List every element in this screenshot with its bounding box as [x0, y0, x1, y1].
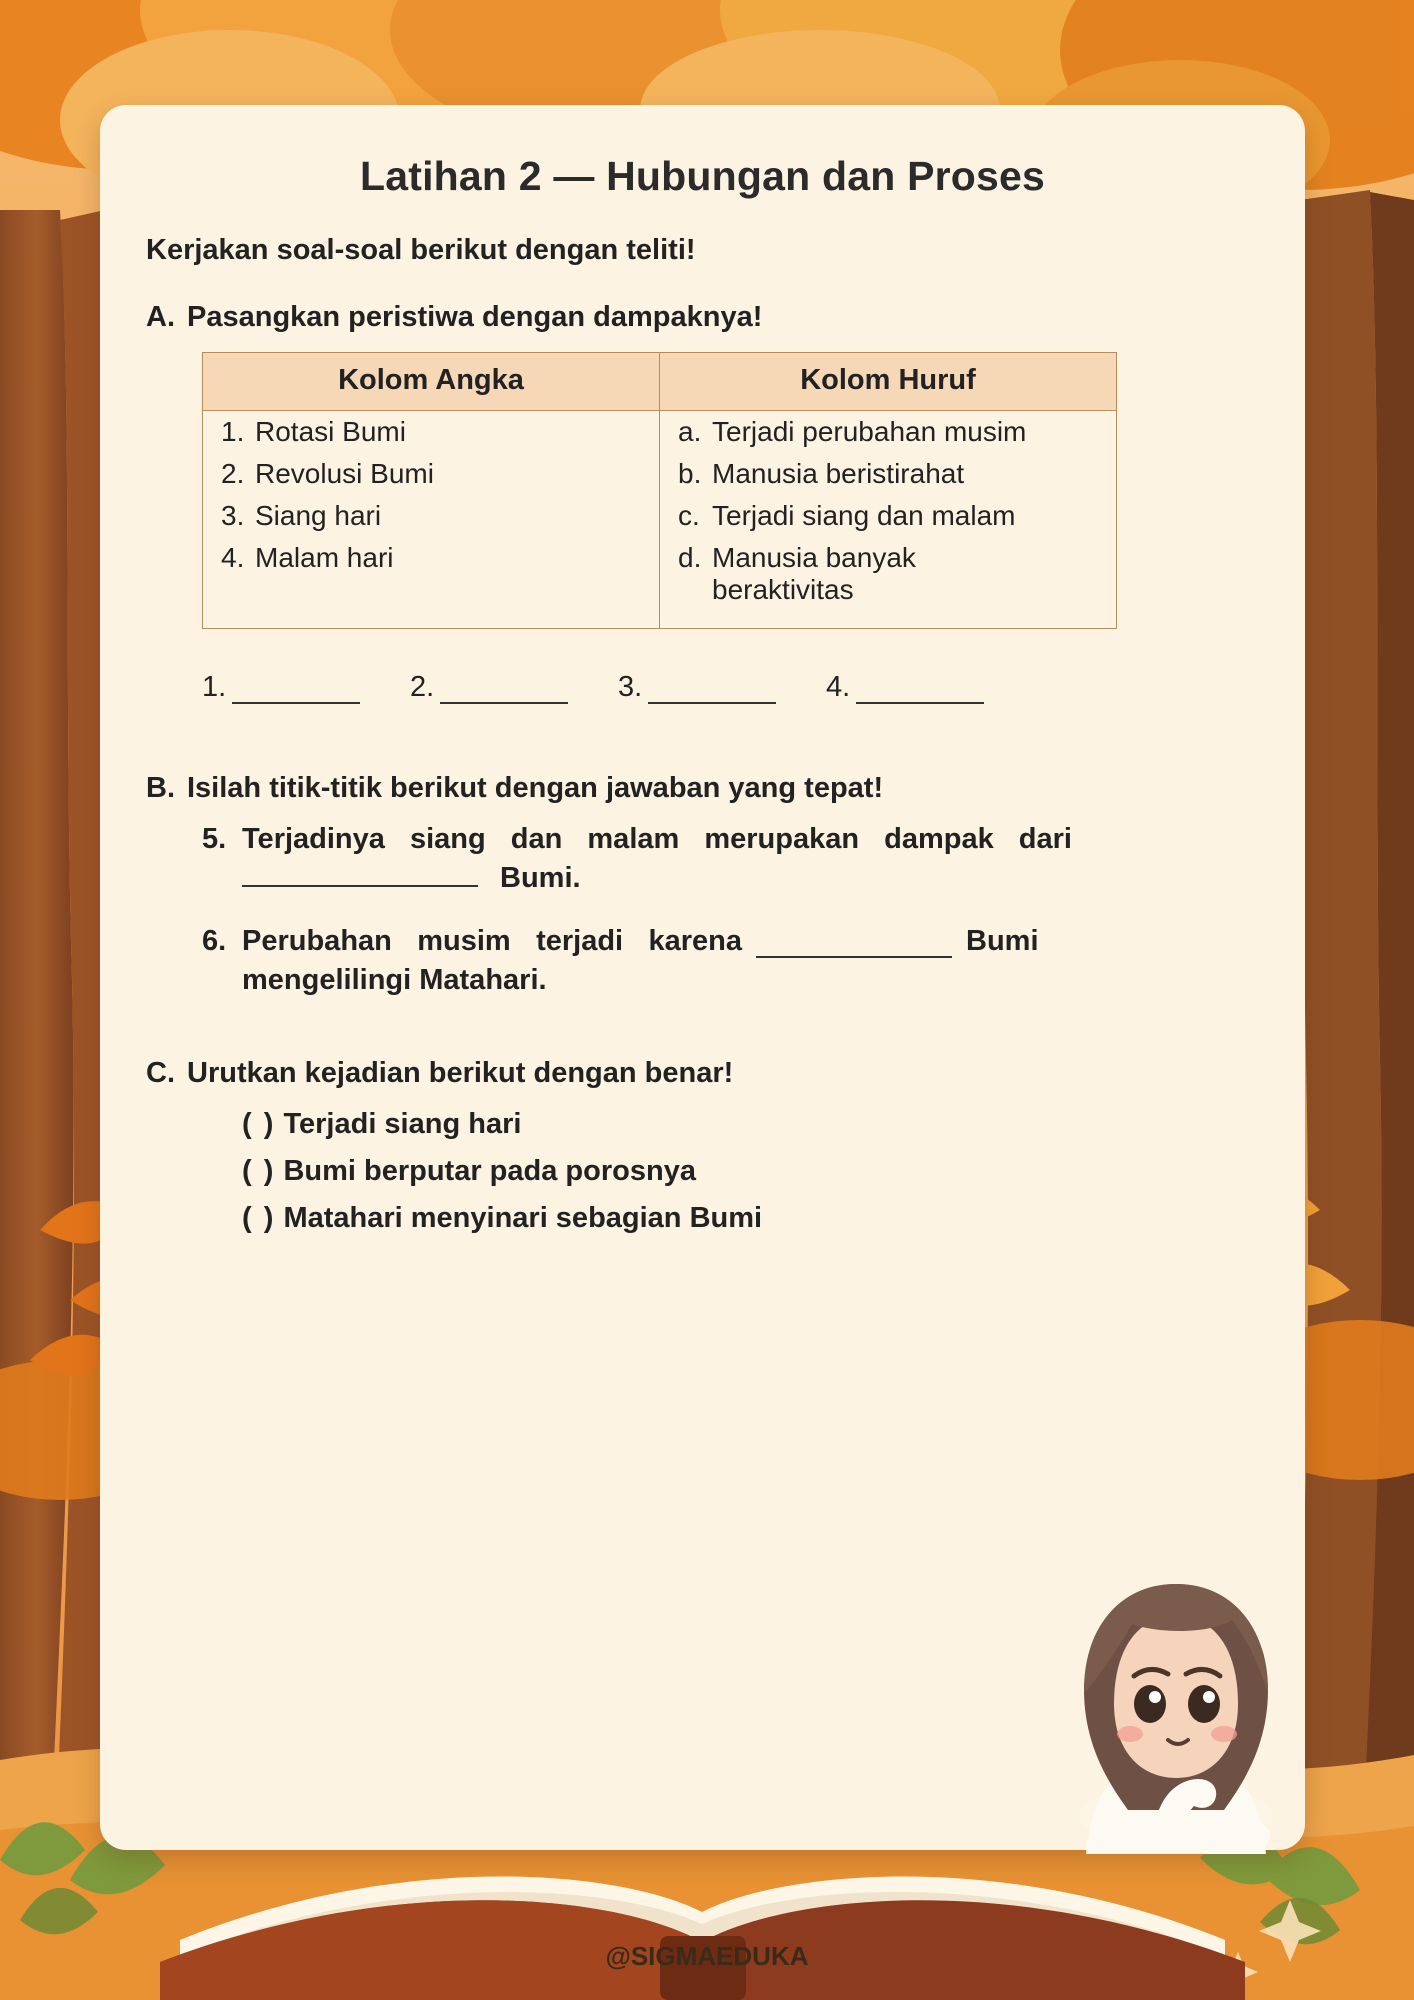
order-item-text-1: Terjadi siang hari [283, 1108, 522, 1140]
answer-blank-line-3[interactable] [648, 678, 776, 704]
match-left-num-2: 2. [221, 458, 245, 489]
section-c-title: Urutkan kejadian berikut dengan benar! [187, 1057, 734, 1089]
match-right-text-d-line2: beraktivitas [712, 574, 854, 605]
match-left-2 [203, 453, 660, 495]
match-left-num-4: 4. [221, 542, 245, 573]
order-item-marker-2[interactable]: ( ) [242, 1155, 276, 1187]
order-item-text-2: Bumi berputar pada porosnya [283, 1155, 696, 1187]
order-item-marker-3[interactable]: ( ) [242, 1202, 276, 1234]
order-item-text-3: Matahari menyinari sebagian Bumi [283, 1202, 763, 1234]
answer-blank-4[interactable] [826, 671, 1034, 704]
match-right-letter-c: c. [678, 500, 700, 531]
table-row [203, 411, 1117, 454]
section-a-heading [146, 301, 1265, 334]
question-5-blank[interactable] [242, 862, 478, 887]
section-c-letter: C. [146, 1057, 175, 1089]
match-left-1 [203, 411, 660, 454]
match-right-text-d: Manusia banyak [712, 542, 916, 573]
footer [0, 1941, 1414, 1972]
section-a-title: Pasangkan peristiwa dengan dampaknya! [187, 301, 763, 333]
question-6-text: Perubahan musim terjadi karena [242, 925, 742, 957]
column-header-huruf: Kolom Huruf [660, 353, 1117, 411]
match-right-text-a: Terjadi perubahan musim [712, 416, 1027, 447]
question-5-number: 5. [202, 823, 227, 855]
match-right-letter-d: d. [678, 542, 702, 573]
match-right-letter-a: a. [678, 416, 702, 447]
section-a-letter: A. [146, 301, 175, 333]
answer-blank-line-2[interactable] [440, 678, 568, 704]
match-right-c [660, 495, 1117, 537]
girl-hijab-character [1056, 1554, 1296, 1854]
match-right-letter-b: b. [678, 458, 702, 489]
order-item-marker-1[interactable]: ( ) [242, 1108, 276, 1140]
question-6 [202, 925, 1257, 958]
section-b-heading [146, 772, 1265, 805]
match-left-text-2: Revolusi Bumi [255, 458, 434, 489]
column-header-angka: Kolom Angka [203, 353, 660, 411]
question-6-text-line2: mengelilingi Matahari. [242, 964, 547, 996]
order-item-1[interactable] [242, 1108, 1265, 1141]
answer-blank-line-1[interactable] [232, 678, 360, 704]
order-item-3[interactable] [242, 1202, 1265, 1235]
table-row [203, 453, 1117, 495]
question-5-suffix: Bumi. [500, 862, 581, 894]
match-right-d [660, 537, 1117, 629]
match-right-text-b: Manusia beristirahat [712, 458, 965, 489]
answer-blank-label-4: 4. [826, 671, 851, 703]
answer-blank-label-2: 2. [410, 671, 435, 703]
answer-blank-3[interactable] [618, 671, 826, 704]
match-right-text-c: Terjadi siang dan malam [712, 500, 1016, 531]
match-left-4 [203, 537, 660, 629]
section-c-heading [146, 1057, 1265, 1090]
answer-blanks-row [202, 671, 1265, 704]
answer-blank-label-1: 1. [202, 671, 227, 703]
section-b-letter: B. [146, 772, 175, 804]
match-left-text-1: Rotasi Bumi [255, 416, 406, 447]
match-left-num-3: 3. [221, 500, 245, 531]
question-6-suffix: Bumi [966, 925, 1039, 957]
answer-blank-2[interactable] [410, 671, 618, 704]
question-6-number: 6. [202, 925, 227, 957]
section-b-title: Isilah titik-titik berikut dengan jawaban yang tepat! [187, 772, 884, 804]
question-5-answer-line [242, 862, 1257, 895]
answer-blank-label-3: 3. [618, 671, 643, 703]
table-row [203, 537, 1117, 629]
order-item-2[interactable] [242, 1155, 1265, 1188]
question-6-line2 [242, 964, 1257, 997]
match-left-num-1: 1. [221, 416, 245, 447]
match-left-text-4: Malam hari [255, 542, 394, 573]
answer-blank-line-4[interactable] [856, 678, 984, 704]
match-right-a [660, 411, 1117, 454]
question-5 [202, 823, 1257, 856]
match-right-b [660, 453, 1117, 495]
intro-instruction: Kerjakan soal-soal berikut dengan teliti! [146, 234, 696, 266]
footer-handle: @SIGMAEDUKA [605, 1941, 809, 1971]
match-left-3 [203, 495, 660, 537]
question-5-text: Terjadinya siang dan malam merupakan dampak dari [242, 823, 1072, 855]
matching-table [202, 352, 1117, 629]
table-header-row [203, 353, 1117, 411]
match-left-text-3: Siang hari [255, 500, 382, 531]
answer-blank-1[interactable] [202, 671, 410, 704]
table-row [203, 495, 1117, 537]
page-title: Latihan 2 — Hubungan dan Proses [359, 153, 1046, 199]
question-6-blank[interactable] [756, 933, 952, 958]
